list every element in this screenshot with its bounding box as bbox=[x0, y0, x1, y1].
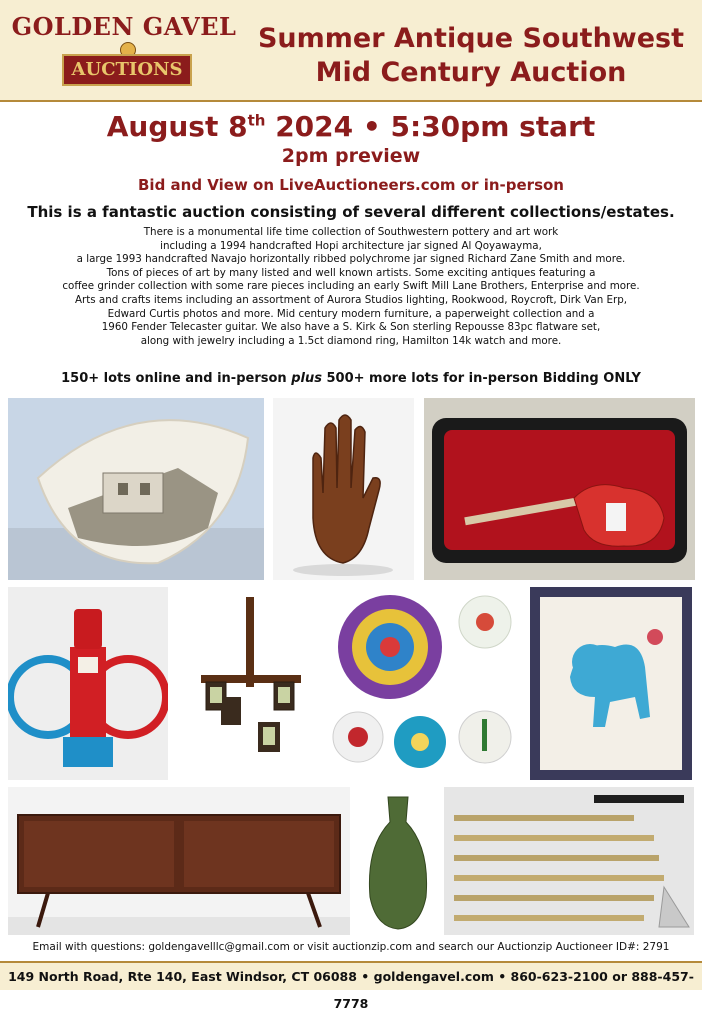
guitar-case-photo bbox=[424, 398, 695, 580]
description-line: 1960 Fender Telecaster guitar. We also have a S. Kirk & Son sterling Repousse 83pc flatware set, bbox=[101, 321, 601, 334]
headline: This is a fantastic auction consisting of several different collections/estates. bbox=[27, 203, 675, 221]
date-suffix: th bbox=[247, 111, 266, 130]
coffee-grinder-photo bbox=[8, 587, 168, 780]
header-banner bbox=[0, 0, 702, 102]
description-text bbox=[20, 226, 682, 348]
golden-gavel-logo bbox=[8, 12, 240, 92]
sterling-flatware-photo bbox=[444, 787, 694, 935]
description-line: Edward Curtis photos and more. Mid century modern furniture, a paperweight collection and a bbox=[107, 307, 595, 320]
hopi-jar-photo bbox=[8, 398, 264, 580]
paperweight-collection-photo bbox=[330, 587, 521, 780]
aurora-studios-lamp-photo bbox=[176, 587, 324, 780]
description-line: a large 1993 handcrafted Navajo horizontally ribbed polychrome jar signed Richard Zane Smith and more. bbox=[76, 253, 626, 266]
date-main: August 8 bbox=[106, 110, 248, 143]
hand-chair-photo bbox=[273, 398, 414, 580]
midcentury-credenza-photo bbox=[8, 787, 350, 935]
green-vase-photo bbox=[358, 787, 438, 935]
auction-date bbox=[0, 110, 702, 143]
logo-title: GOLDEN GAVEL bbox=[11, 12, 237, 41]
lots-info bbox=[0, 371, 702, 386]
blue-lion-artwork-photo bbox=[530, 587, 692, 780]
footer-address-bar: 149 North Road, Rte 140, East Windsor, CT 06088 • goldengavel.com • 860-623-2100 or 888-457-7778 bbox=[0, 961, 702, 990]
lots-emphasis: plus bbox=[291, 371, 322, 386]
description-line: Arts and crafts items including an assortment of Aurora Studios lighting, Rookwood, Roycroft, Dirk Van Erp, bbox=[74, 293, 628, 306]
auction-title-line2: Mid Century Auction bbox=[315, 57, 627, 88]
auction-title-line1: Summer Antique Southwest bbox=[257, 23, 685, 54]
lots-part2: 500+ more lots for in-person Bidding ONLY bbox=[321, 371, 641, 386]
preview-time: 2pm preview bbox=[281, 145, 421, 167]
lots-part1: 150+ lots online and in-person bbox=[61, 371, 292, 386]
date-time: 2024 • 5:30pm start bbox=[265, 110, 596, 143]
description-line: including a 1994 handcrafted Hopi architecture jar signed Al Qoyawayma, bbox=[160, 239, 542, 252]
description-line: along with jewelry including a 1.5ct diamond ring, Hamilton 14k watch and more. bbox=[140, 334, 562, 347]
bid-info: Bid and View on LiveAuctioneers.com or in-person bbox=[138, 176, 564, 194]
description-line: There is a monumental life time collection of Southwestern pottery and art work bbox=[143, 226, 559, 238]
auction-title bbox=[248, 22, 694, 90]
contact-email-line: Email with questions: goldengavelllc@gmail.com or visit auctionzip.com and search our Auctionzip Auctioneer ID#: 2791 bbox=[32, 941, 670, 953]
description-line: coffee grinder collection with some rare pieces including an early Swift Mill Lane Brothers, Enterprise and more. bbox=[62, 280, 640, 293]
logo-auctions-plate: AUCTIONS bbox=[62, 54, 192, 86]
description-line: Tons of pieces of art by many listed and well known artists. Some exciting antiques featuring a bbox=[106, 266, 596, 279]
